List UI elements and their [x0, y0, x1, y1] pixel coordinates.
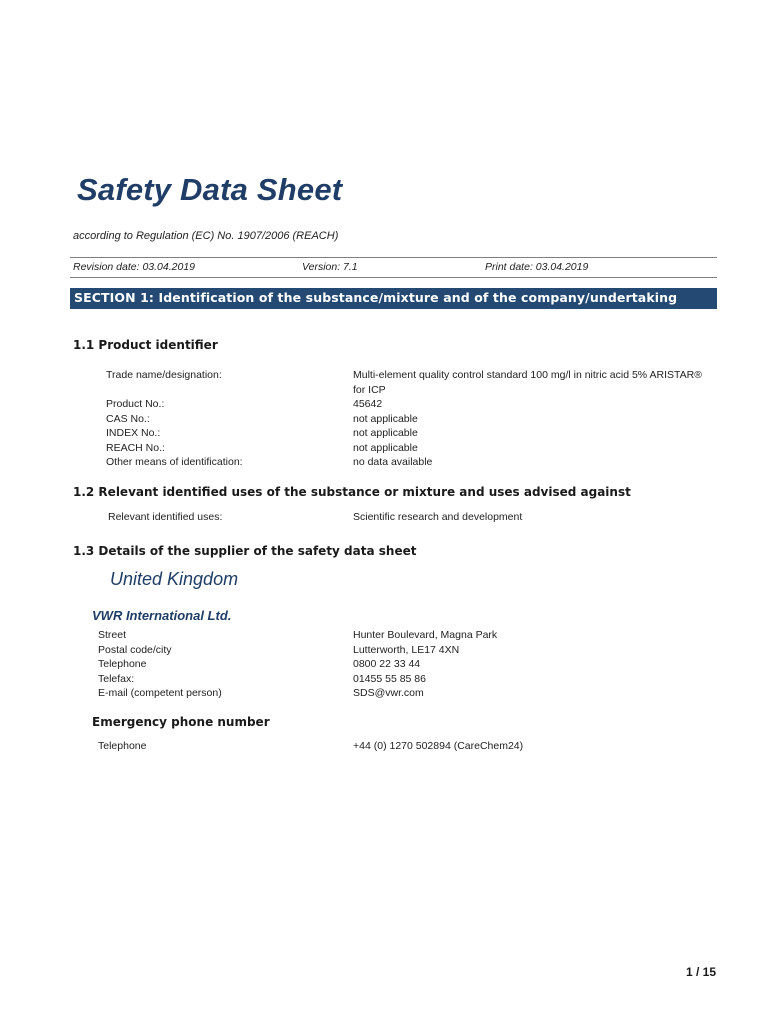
email-value: SDS@vwr.com: [353, 687, 424, 699]
postal-value: Lutterworth, LE17 4XN: [353, 643, 460, 656]
trade-name-value: Multi-element quality control standard 100 mg/l in nitric acid 5% ARISTAR®: [353, 369, 702, 381]
telefax-label: Telefax:: [98, 672, 135, 685]
index-no-label: INDEX No.:: [106, 427, 161, 439]
supplier-company: VWR International Ltd.: [92, 608, 232, 623]
street-value: Hunter Boulevard, Magna Park: [353, 629, 498, 641]
trade-name-label: Trade name/designation:: [106, 369, 222, 381]
print-date: Print date: 03.04.2019: [485, 261, 589, 273]
bottom-rule: [70, 277, 717, 278]
reach-no-label: REACH No.:: [106, 441, 165, 454]
emergency-telephone-value: +44 (0) 1270 502894 (CareChem24): [353, 740, 524, 752]
heading-1-2: 1.2 Relevant identified uses of the substance or mixture and uses advised against: [73, 485, 631, 499]
relevant-uses-label: Relevant identified uses:: [108, 511, 223, 523]
document-title: Safety Data Sheet: [77, 172, 343, 207]
revision-date: Revision date: 03.04.2019: [73, 261, 196, 273]
other-id-label: Other means of identification:: [106, 456, 243, 468]
reach-no-value: not applicable: [353, 441, 418, 454]
telefax-value: 01455 55 85 86: [353, 672, 426, 685]
regulation-subtitle: according to Regulation (EC) No. 1907/2006 (REACH): [73, 230, 339, 242]
street-label: Street: [98, 629, 127, 641]
trade-name-value-cont: for ICP: [353, 383, 386, 396]
supplier-country: United Kingdom: [110, 569, 239, 589]
heading-1-1: 1.1 Product identifier: [73, 338, 218, 352]
telephone-label: Telephone: [98, 658, 147, 670]
index-no-value: not applicable: [353, 427, 418, 439]
emergency-heading: Emergency phone number: [92, 715, 270, 729]
postal-label: Postal code/city: [98, 643, 172, 656]
email-label: E-mail (competent person): [98, 687, 222, 699]
cas-no-label: CAS No.:: [106, 412, 150, 425]
telephone-value: 0800 22 33 44: [353, 658, 421, 670]
emergency-telephone-label: Telephone: [98, 740, 147, 752]
cas-no-value: not applicable: [353, 412, 418, 425]
heading-1-3: 1.3 Details of the supplier of the safety data sheet: [73, 544, 417, 558]
other-id-value: no data available: [353, 456, 433, 468]
top-rule: [70, 257, 717, 258]
relevant-uses-value: Scientific research and development: [353, 511, 523, 523]
page-number: 1 / 15: [685, 965, 716, 979]
product-no-value: 45642: [353, 398, 383, 410]
version: Version: 7.1: [302, 261, 358, 273]
section-1-bar: [70, 288, 717, 309]
product-no-label: Product No.:: [106, 398, 165, 410]
section-1-title: SECTION 1: Identification of the substance/mixture and of the company/undertaking: [74, 290, 678, 305]
